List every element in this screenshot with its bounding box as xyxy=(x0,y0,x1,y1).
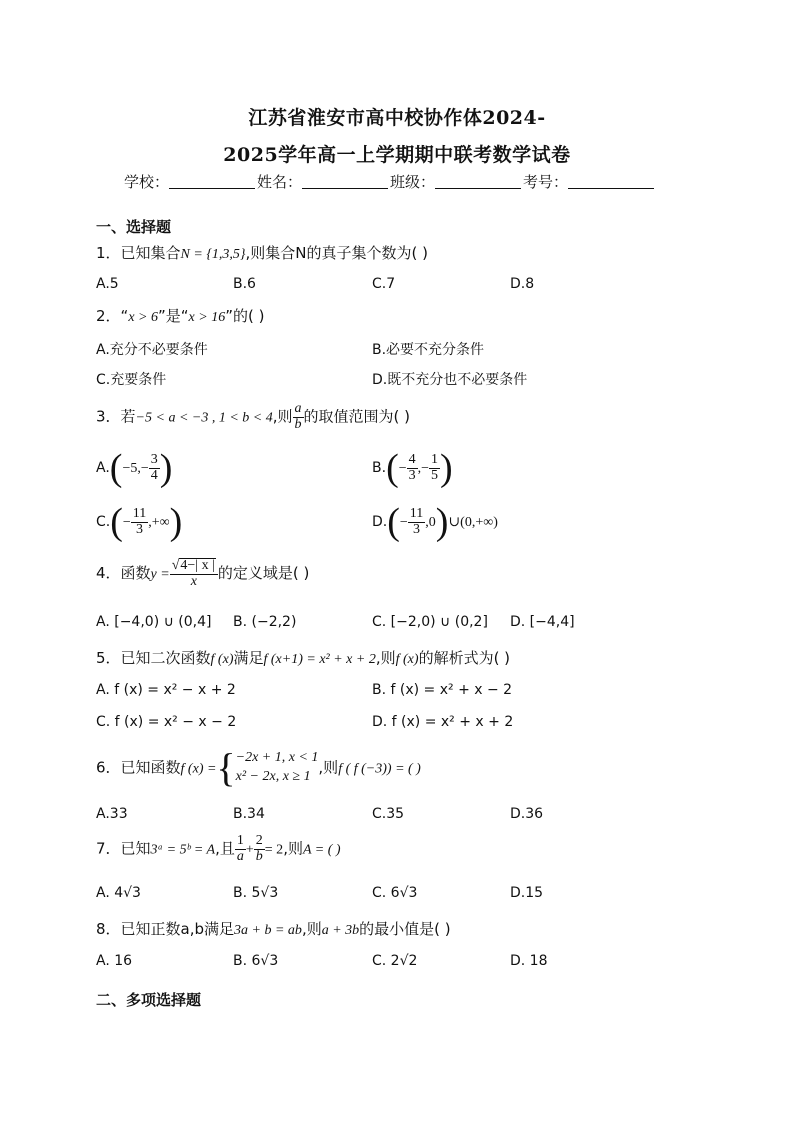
q8-option-a: A. 16 xyxy=(96,953,133,969)
q2-option-b: B.必要不充分条件 xyxy=(372,342,485,358)
q3-option-d: D.(− $\frac{11}{3}$ ,0)∪(0,+∞) xyxy=(372,501,498,543)
class-blank xyxy=(435,188,521,189)
q3-expr: −5 < a < −3 , 1 < b < 4 xyxy=(135,410,273,426)
q3-suffix2: 的取值范围为( ) xyxy=(303,407,410,426)
exam-title-line2: 2025学年高一上学期期中联考数学试卷 xyxy=(223,144,571,166)
q6-option-d: D.36 xyxy=(510,806,544,822)
exam-number-label: 考号： xyxy=(523,173,569,191)
q4-suffix: 的定义域是( ) xyxy=(217,564,310,583)
q7-option-d: D.15 xyxy=(510,885,544,901)
q1-option-b: B.6 xyxy=(233,276,256,292)
q4-lhs: y = xyxy=(150,567,170,583)
q2-cond-b: x > 16 xyxy=(188,310,226,325)
section-heading-choice: 一、选择题 xyxy=(96,218,172,236)
q1-option-c: C.7 xyxy=(372,276,396,292)
question-8: 8．已知正数a,b满足3a + b = ab,则a + 3b的最小值是( ) xyxy=(96,920,451,938)
q4-fraction: $\frac{√4-| x |}{x}$ xyxy=(170,558,218,589)
student-info-row xyxy=(124,171,656,192)
question-4 xyxy=(96,558,309,589)
q3-option-c: C.(− $\frac{11}{3}$ ,+∞) xyxy=(96,501,183,543)
q2-cond-a: x > 6 xyxy=(128,310,158,325)
q1-suffix: ,则集合N的真子集个数为( ) xyxy=(245,244,428,262)
q5-option-c: C. f (x) = x² − x − 2 xyxy=(96,714,237,730)
q2-mid: ”是“ xyxy=(158,307,189,325)
q5-option-b: B. f (x) = x² + x − 2 xyxy=(372,682,513,698)
q3-option-a: A.(−5,− $\frac{3}{4}$ ) xyxy=(96,447,173,489)
q2-option-a: A.充分不必要条件 xyxy=(96,342,208,358)
q5-option-d: D. f (x) = x² + x + 2 xyxy=(372,714,514,730)
exam-title-line1: 江苏省淮安市高中校协作体2024- xyxy=(248,107,546,129)
question-5: 5．已知二次函数f (x)满足f (x+1) = x² + x + 2,则f (x)的解析式为( ) xyxy=(96,649,511,667)
q3-prefix: 3．若 xyxy=(96,407,136,426)
q5-option-a: A. f (x) = x² − x + 2 xyxy=(96,682,236,698)
q4-option-d: D. [−4,4] xyxy=(510,614,575,630)
q7-option-a: A. 4√3 xyxy=(96,885,141,901)
question-7: 7．已知3ᵃ = 5ᵇ = A,且 $\frac{1}{a}$ + $\frac{2}{b}$ = 2,则A = ( ) xyxy=(96,833,341,864)
q2-suffix: ”的( ) xyxy=(225,307,265,325)
section-heading-multiple-choice: 二、多项选择题 xyxy=(96,991,202,1009)
school-blank xyxy=(169,188,255,189)
q6-option-b: B.34 xyxy=(233,806,265,822)
question-1 xyxy=(96,242,428,263)
q1-option-a: A.5 xyxy=(96,276,119,292)
q3-suffix1: ,则 xyxy=(272,407,293,426)
q4-option-c: C. [−2,0) ∪ (0,2] xyxy=(372,614,488,630)
q1-prefix: 1．已知集合 xyxy=(96,244,181,262)
q8-option-b: B. 6√3 xyxy=(233,953,279,969)
school-label: 学校： xyxy=(124,173,170,191)
q2-prefix: 2．“ xyxy=(96,307,129,325)
q4-prefix: 4．函数 xyxy=(96,564,151,583)
q8-option-c: C. 2√2 xyxy=(372,953,418,969)
name-blank xyxy=(302,188,388,189)
exam-number-blank xyxy=(568,188,654,189)
q7-option-b: B. 5√3 xyxy=(233,885,279,901)
q6-case-1: −2x + 1, x < 1 xyxy=(235,750,319,766)
q2-option-d: D.既不充分也不必要条件 xyxy=(372,372,528,388)
class-label: 班级： xyxy=(390,173,436,191)
q3-option-b: B.(− $\frac{4}{3}$ ,− $\frac{1}{5}$ ) xyxy=(372,447,453,489)
q6-option-c: C.35 xyxy=(372,806,405,822)
name-label: 姓名： xyxy=(257,173,303,191)
q8-option-d: D. 18 xyxy=(510,953,548,969)
q4-option-b: B. (−2,2) xyxy=(233,614,297,630)
question-2 xyxy=(96,305,264,326)
q1-expr: N = {1,3,5} xyxy=(180,247,246,262)
q7-option-c: C. 6√3 xyxy=(372,885,418,901)
q4-option-a: A. [−4,0) ∪ (0,4] xyxy=(96,614,212,630)
q6-option-a: A.33 xyxy=(96,806,128,822)
q3-fraction: $\frac{a}{b}$ xyxy=(294,401,302,432)
question-3 xyxy=(96,402,410,432)
q6-case-2: x² − 2x, x ≥ 1 xyxy=(235,769,311,784)
q2-option-c: C.充要条件 xyxy=(96,372,167,388)
q1-option-d: D.8 xyxy=(510,276,535,292)
question-6: 6．已知函数f (x) ={ −2x + 1, x < 1 x² − 2x, x ≥ 1 ,则f ( f (−3)) = ( ) xyxy=(96,745,421,790)
